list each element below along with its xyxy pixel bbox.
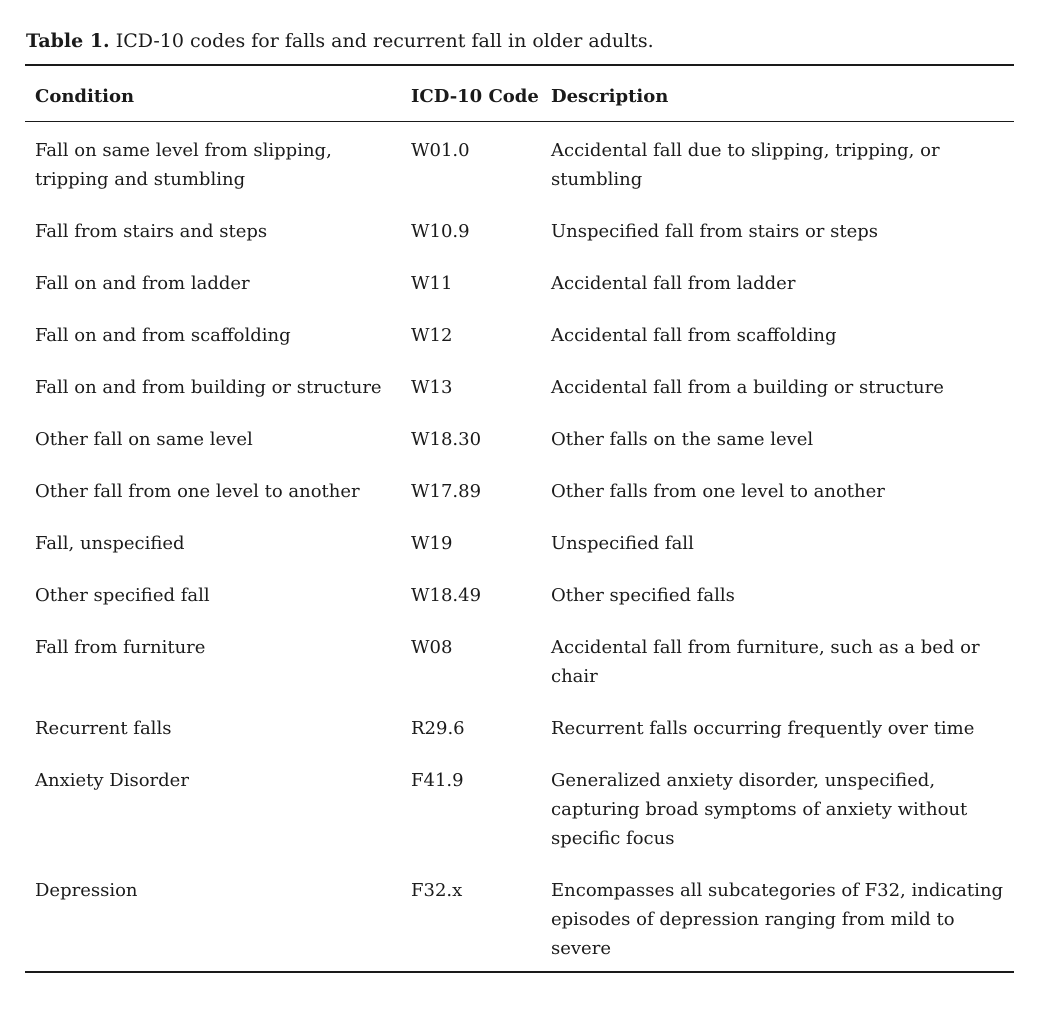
cell-condition: Depression (35, 880, 138, 901)
cell-description: Other specified falls (551, 585, 735, 606)
cell-condition: Other fall on same level (35, 429, 253, 450)
cell-code: W18.30 (411, 429, 482, 450)
cell-code: W18.49 (411, 585, 482, 606)
table-row (25, 321, 1014, 373)
cell-code: W08 (411, 637, 453, 658)
cell-description: Unspecified fall from stairs or steps (551, 221, 879, 242)
icd-codes-table-container (25, 64, 1014, 973)
table-row (25, 122, 1014, 218)
cell-condition: Fall, unspecified (35, 533, 185, 554)
table-row (25, 714, 1014, 766)
table-row (25, 373, 1014, 425)
cell-code: W11 (411, 273, 453, 294)
table-row (25, 269, 1014, 321)
table-row (25, 425, 1014, 477)
cell-description: Accidental fall due to slipping, tripping, or stumbling (551, 140, 940, 190)
table-row (25, 477, 1014, 529)
cell-condition: Other fall from one level to another (35, 481, 360, 502)
cell-condition: Other specified fall (35, 585, 210, 606)
cell-condition: Fall on and from scaffolding (35, 325, 291, 346)
cell-code: F41.9 (411, 770, 464, 791)
cell-description: Other falls from one level to another (551, 481, 885, 502)
cell-code: W19 (411, 533, 453, 554)
cell-condition: Fall from stairs and steps (35, 221, 268, 242)
icd-codes-table (25, 64, 1014, 973)
table-caption (26, 28, 654, 54)
cell-condition: Fall on and from building or structure (35, 377, 382, 398)
header-condition: Condition (35, 86, 135, 107)
cell-code: R29.6 (411, 718, 465, 739)
cell-description: Other falls on the same level (551, 429, 814, 450)
cell-condition: Fall on same level from slipping, tripping and stumbling (35, 140, 332, 190)
cell-code: F32.x (411, 880, 463, 901)
cell-code: W12 (411, 325, 453, 346)
cell-description: Accidental fall from ladder (551, 273, 796, 294)
header-description: Description (551, 86, 669, 107)
cell-condition: Recurrent falls (35, 718, 172, 739)
cell-description: Generalized anxiety disorder, unspecified, capturing broad symptoms of anxiety without specific focus (551, 770, 968, 849)
table-row (25, 581, 1014, 633)
cell-code: W01.0 (411, 140, 470, 161)
caption-text: ICD-10 codes for falls and recurrent fall in older adults. (115, 30, 654, 52)
cell-condition: Fall on and from ladder (35, 273, 250, 294)
table-row (25, 876, 1014, 972)
caption-label: Table 1. (26, 30, 110, 52)
cell-description: Recurrent falls occurring frequently over time (551, 718, 975, 739)
cell-condition: Fall from furniture (35, 637, 206, 658)
cell-description: Unspecified fall (551, 533, 694, 554)
cell-code: W10.9 (411, 221, 470, 242)
cell-condition: Anxiety Disorder (35, 770, 189, 791)
table-row (25, 766, 1014, 876)
cell-description: Accidental fall from furniture, such as a bed or chair (551, 637, 980, 687)
cell-description: Encompasses all subcategories of F32, indicating episodes of depression ranging from mild to severe (551, 880, 1004, 959)
table-body (25, 122, 1014, 973)
cell-description: Accidental fall from a building or structure (551, 377, 944, 398)
table-header-row (25, 65, 1014, 122)
table-row (25, 529, 1014, 581)
cell-description: Accidental fall from scaffolding (551, 325, 837, 346)
cell-code: W13 (411, 377, 453, 398)
cell-code: W17.89 (411, 481, 482, 502)
header-icd-code: ICD-10 Code (411, 86, 539, 107)
table-row (25, 633, 1014, 714)
table-row (25, 217, 1014, 269)
